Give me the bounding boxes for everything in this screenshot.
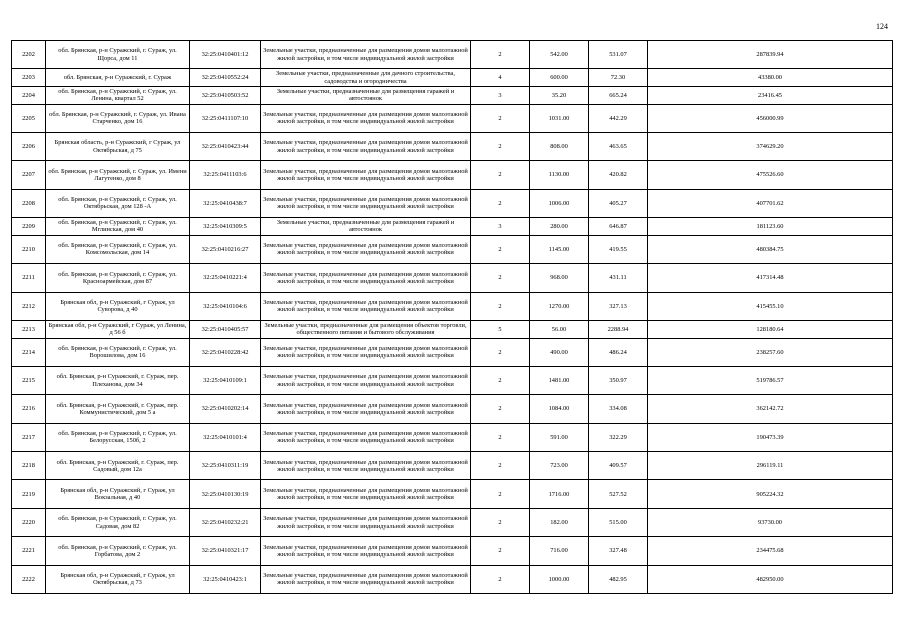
address-cell: обл. Брянская, р-н Суражский, г. Сураж, ул. Мглинская, дом 40 — [46, 218, 190, 236]
address-cell: обл. Брянская, р-н Суражский, г. Сураж, ул. Садовая, дом 82 — [46, 508, 190, 536]
cadastral-value-per-unit-cell: 350.97 — [589, 366, 648, 394]
table-row — [12, 537, 893, 565]
address-cell: обл. Брянская, р-н Суражский, г. Сураж, ул. Горбатова, дом 2 — [46, 537, 190, 565]
cadastral-number-cell: 32:25:0410130:19 — [190, 480, 261, 508]
cadastral-number-cell: 32:25:0410221:4 — [190, 264, 261, 292]
area-cell: 1006.00 — [530, 189, 589, 217]
area-cell: 1145.00 — [530, 235, 589, 263]
cadastral-value-per-unit-cell: 405.27 — [589, 189, 648, 217]
row-number-cell: 2214 — [12, 338, 46, 366]
address-cell: обл. Брянская, р-н Суражский, г. Сураж, пер. Плеханова, дом 34 — [46, 366, 190, 394]
land-use-cell: Земельные участки, предназначенные для размещения домов малоэтажной жилой застройки, в том числе индивидуальной жилой застройки — [261, 189, 471, 217]
cadastral-value-per-unit-cell: 531.07 — [589, 41, 648, 69]
land-registry-table — [11, 40, 893, 594]
cadastral-value-total-cell: 128180.64 — [648, 320, 893, 338]
land-use-cell: Земельные участки, предназначенные для размещения гаражей и автостоянок — [261, 218, 471, 236]
table-row — [12, 86, 893, 104]
table-row — [12, 423, 893, 451]
table-row — [12, 41, 893, 69]
address-cell: Брянская область, р-н Суражский, г Сураж, ул Октябрьская, д 75 — [46, 132, 190, 160]
land-use-cell: Земельные участки, предназначенные для размещения домов малоэтажной жилой застройки, в том числе индивидуальной жилой застройки — [261, 104, 471, 132]
address-cell: Брянская обл, р-н Суражский, г Сураж, ул Суворова, д 40 — [46, 292, 190, 320]
area-cell: 490.00 — [530, 338, 589, 366]
use-group-cell: 2 — [471, 104, 530, 132]
land-use-cell: Земельные участки, предназначенные для размещения домов малоэтажной жилой застройки, в том числе индивидуальной жилой застройки — [261, 508, 471, 536]
cadastral-number-cell: 32:25:0410438:7 — [190, 189, 261, 217]
cadastral-value-per-unit-cell: 482.95 — [589, 565, 648, 593]
use-group-cell: 2 — [471, 161, 530, 189]
cadastral-value-per-unit-cell: 486.24 — [589, 338, 648, 366]
cadastral-value-total-cell: 482950.00 — [648, 565, 893, 593]
address-cell: обл. Брянская, р-н Суражский, г. Сураж, ул. Комсомольская, дом 14 — [46, 235, 190, 263]
cadastral-value-per-unit-cell: 463.65 — [589, 132, 648, 160]
table-row — [12, 452, 893, 480]
use-group-cell: 2 — [471, 235, 530, 263]
cadastral-value-total-cell: 905224.32 — [648, 480, 893, 508]
address-cell: обл. Брянская, р-н Суражский, г. Сураж, ул. Щорса, дом 11 — [46, 41, 190, 69]
table-row — [12, 264, 893, 292]
address-cell: обл. Брянская, р-н Суражский, г. Сураж, пер. Садовый, дом 12а — [46, 452, 190, 480]
area-cell: 182.00 — [530, 508, 589, 536]
land-use-cell: Земельные участки, предназначенные для размещения домов малоэтажной жилой застройки, в том числе индивидуальной жилой застройки — [261, 395, 471, 423]
cadastral-number-cell: 32:25:0410321:17 — [190, 537, 261, 565]
table-row — [12, 69, 893, 87]
row-number-cell: 2208 — [12, 189, 46, 217]
row-number-cell: 2202 — [12, 41, 46, 69]
cadastral-number-cell: 32:25:0410216:27 — [190, 235, 261, 263]
table-row — [12, 565, 893, 593]
row-number-cell: 2220 — [12, 508, 46, 536]
use-group-cell: 2 — [471, 132, 530, 160]
cadastral-value-per-unit-cell: 327.13 — [589, 292, 648, 320]
use-group-cell: 2 — [471, 366, 530, 394]
table-row — [12, 338, 893, 366]
area-cell: 1481.00 — [530, 366, 589, 394]
area-cell: 808.00 — [530, 132, 589, 160]
area-cell: 56.00 — [530, 320, 589, 338]
cadastral-number-cell: 32:25:0410423:1 — [190, 565, 261, 593]
cadastral-value-total-cell: 43380.00 — [648, 69, 893, 87]
cadastral-number-cell: 32:25:0410552:24 — [190, 69, 261, 87]
address-cell: обл. Брянская, р-н Суражский, г. Сураж, ул. Ивана Старченко, дом 16 — [46, 104, 190, 132]
cadastral-value-total-cell: 23416.45 — [648, 86, 893, 104]
cadastral-number-cell: 32:25:0410228:42 — [190, 338, 261, 366]
cadastral-value-per-unit-cell: 646.87 — [589, 218, 648, 236]
use-group-cell: 3 — [471, 86, 530, 104]
address-cell: обл. Брянская, р-н Суражский, г. Сураж, пер. Коммунистический, дом 5 а — [46, 395, 190, 423]
area-cell: 1000.00 — [530, 565, 589, 593]
table-row — [12, 218, 893, 236]
land-use-cell: Земельные участки, предназначенные для размещения домов малоэтажной жилой застройки, в том числе индивидуальной жилой застройки — [261, 264, 471, 292]
cadastral-value-total-cell: 296119.11 — [648, 452, 893, 480]
cadastral-number-cell: 32:25:0410503:52 — [190, 86, 261, 104]
row-number-cell: 2206 — [12, 132, 46, 160]
use-group-cell: 2 — [471, 338, 530, 366]
address-cell: Брянская обл, р-н Суражский, г Сураж, ул Вокзальная, д 40 — [46, 480, 190, 508]
address-cell: обл. Брянская, р-н Суражский, г. Сураж — [46, 69, 190, 87]
row-number-cell: 2203 — [12, 69, 46, 87]
table-row — [12, 292, 893, 320]
use-group-cell: 2 — [471, 264, 530, 292]
cadastral-value-total-cell: 519786.57 — [648, 366, 893, 394]
cadastral-value-per-unit-cell: 72.30 — [589, 69, 648, 87]
area-cell: 716.00 — [530, 537, 589, 565]
land-use-cell: Земельные участки, предназначенные для размещения гаражей и автостоянок — [261, 86, 471, 104]
cadastral-value-per-unit-cell: 527.52 — [589, 480, 648, 508]
cadastral-number-cell: 32:25:0410311:19 — [190, 452, 261, 480]
cadastral-number-cell: 32:25:0411107:10 — [190, 104, 261, 132]
cadastral-number-cell: 32:25:0410101:4 — [190, 423, 261, 451]
cadastral-value-total-cell: 480384.75 — [648, 235, 893, 263]
use-group-cell: 2 — [471, 395, 530, 423]
cadastral-value-total-cell: 287839.94 — [648, 41, 893, 69]
land-use-cell: Земельные участки, предназначенные для размещения домов малоэтажной жилой застройки, в том числе индивидуальной жилой застройки — [261, 366, 471, 394]
cadastral-value-per-unit-cell: 2288.94 — [589, 320, 648, 338]
use-group-cell: 2 — [471, 537, 530, 565]
area-cell: 1031.00 — [530, 104, 589, 132]
area-cell: 35.20 — [530, 86, 589, 104]
address-cell: Брянская обл, р-н Суражский, г Сураж, ул Ленина, д 56 б — [46, 320, 190, 338]
cadastral-value-total-cell: 238257.60 — [648, 338, 893, 366]
area-cell: 723.00 — [530, 452, 589, 480]
use-group-cell: 2 — [471, 565, 530, 593]
table-row — [12, 161, 893, 189]
table-row — [12, 189, 893, 217]
address-cell: обл. Брянская, р-н Суражский, г. Сураж, ул. Красноармейская, дом 87 — [46, 264, 190, 292]
area-cell: 591.00 — [530, 423, 589, 451]
table-row — [12, 480, 893, 508]
land-use-cell: Земельные участки, предназначенные для размещения домов малоэтажной жилой застройки, в том числе индивидуальной жилой застройки — [261, 132, 471, 160]
cadastral-value-per-unit-cell: 431.11 — [589, 264, 648, 292]
row-number-cell: 2217 — [12, 423, 46, 451]
area-cell: 1716.00 — [530, 480, 589, 508]
cadastral-value-per-unit-cell: 515.00 — [589, 508, 648, 536]
cadastral-number-cell: 32:25:0410405:57 — [190, 320, 261, 338]
use-group-cell: 2 — [471, 452, 530, 480]
land-use-cell: Земельные участки, предназначенные для размещения домов малоэтажной жилой застройки, в том числе индивидуальной жилой застройки — [261, 235, 471, 263]
use-group-cell: 2 — [471, 508, 530, 536]
land-use-cell: Земельные участки, предназначенные для размещения домов малоэтажной жилой застройки, в том числе индивидуальной жилой застройки — [261, 452, 471, 480]
cadastral-value-total-cell: 190473.39 — [648, 423, 893, 451]
row-number-cell: 2219 — [12, 480, 46, 508]
cadastral-value-per-unit-cell: 334.08 — [589, 395, 648, 423]
address-cell: обл. Брянская, р-н Суражский, г. Сураж, ул. Октябрьская, дом 128 -А — [46, 189, 190, 217]
use-group-cell: 2 — [471, 41, 530, 69]
cadastral-number-cell: 32:25:0410202:14 — [190, 395, 261, 423]
cadastral-value-per-unit-cell: 420.82 — [589, 161, 648, 189]
page-number: 124 — [876, 22, 888, 31]
land-use-cell: Земельные участки, предназначенные для дачного строительства, садоводства и огородничества — [261, 69, 471, 87]
table-row — [12, 320, 893, 338]
cadastral-number-cell: 32:25:0410423:44 — [190, 132, 261, 160]
row-number-cell: 2209 — [12, 218, 46, 236]
row-number-cell: 2213 — [12, 320, 46, 338]
use-group-cell: 5 — [471, 320, 530, 338]
area-cell: 542.00 — [530, 41, 589, 69]
land-use-cell: Земельные участки, предназначенные для размещения домов малоэтажной жилой застройки, в том числе индивидуальной жилой застройки — [261, 338, 471, 366]
cadastral-value-total-cell: 374629.20 — [648, 132, 893, 160]
use-group-cell: 3 — [471, 218, 530, 236]
row-number-cell: 2221 — [12, 537, 46, 565]
use-group-cell: 2 — [471, 480, 530, 508]
land-use-cell: Земельные участки, предназначенные для размещения домов малоэтажной жилой застройки, в том числе индивидуальной жилой застройки — [261, 565, 471, 593]
cadastral-value-total-cell: 362142.72 — [648, 395, 893, 423]
cadastral-value-per-unit-cell: 665.24 — [589, 86, 648, 104]
cadastral-value-per-unit-cell: 322.29 — [589, 423, 648, 451]
cadastral-value-total-cell: 475526.60 — [648, 161, 893, 189]
address-cell: обл. Брянская, р-н Суражский, г. Сураж, ул. Имени Лагутенко, дом 8 — [46, 161, 190, 189]
row-number-cell: 2210 — [12, 235, 46, 263]
land-use-cell: Земельные участки, предназначенные для размещения домов малоэтажной жилой застройки, в том числе индивидуальной жилой застройки — [261, 480, 471, 508]
use-group-cell: 2 — [471, 423, 530, 451]
cadastral-value-per-unit-cell: 409.57 — [589, 452, 648, 480]
cadastral-value-total-cell: 407701.62 — [648, 189, 893, 217]
cadastral-value-total-cell: 417314.48 — [648, 264, 893, 292]
land-use-cell: Земельные участки, предназначенные для размещения домов малоэтажной жилой застройки, в том числе индивидуальной жилой застройки — [261, 423, 471, 451]
area-cell: 968.00 — [530, 264, 589, 292]
address-cell: обл. Брянская, р-н Суражский, г. Сураж, ул. Ворошилова, дом 16 — [46, 338, 190, 366]
table-row — [12, 132, 893, 160]
row-number-cell: 2218 — [12, 452, 46, 480]
cadastral-value-per-unit-cell: 327.48 — [589, 537, 648, 565]
use-group-cell: 2 — [471, 292, 530, 320]
cadastral-value-total-cell: 93730.00 — [648, 508, 893, 536]
table-row — [12, 235, 893, 263]
row-number-cell: 2207 — [12, 161, 46, 189]
table-row — [12, 366, 893, 394]
table-row — [12, 508, 893, 536]
row-number-cell: 2204 — [12, 86, 46, 104]
cadastral-value-total-cell: 234475.68 — [648, 537, 893, 565]
table-row — [12, 395, 893, 423]
row-number-cell: 2215 — [12, 366, 46, 394]
address-cell: Брянская обл, р-н Суражский, г Сураж, ул Октябрьская, д 73 — [46, 565, 190, 593]
use-group-cell: 4 — [471, 69, 530, 87]
cadastral-number-cell: 32:25:0410232:21 — [190, 508, 261, 536]
area-cell: 1270.00 — [530, 292, 589, 320]
row-number-cell: 2205 — [12, 104, 46, 132]
land-use-cell: Земельные участки, предназначенные для размещения домов малоэтажной жилой застройки, в том числе индивидуальной жилой застройки — [261, 161, 471, 189]
land-use-cell: Земельные участки, предназначенные для размещения домов малоэтажной жилой застройки, в том числе индивидуальной жилой застройки — [261, 537, 471, 565]
cadastral-value-total-cell: 415455.10 — [648, 292, 893, 320]
table-row — [12, 104, 893, 132]
area-cell: 1084.00 — [530, 395, 589, 423]
cadastral-value-total-cell: 456000.99 — [648, 104, 893, 132]
land-use-cell: Земельные участки, предназначенные для размещения объектов торговли, общественного питания и бытового обслуживания — [261, 320, 471, 338]
address-cell: обл. Брянская, р-н Суражский, г. Сураж, ул. Ленина, квартал 52 — [46, 86, 190, 104]
cadastral-value-per-unit-cell: 442.29 — [589, 104, 648, 132]
cadastral-number-cell: 32:25:0410309:5 — [190, 218, 261, 236]
land-use-cell: Земельные участки, предназначенные для размещения домов малоэтажной жилой застройки, в том числе индивидуальной жилой застройки — [261, 292, 471, 320]
cadastral-number-cell: 32:25:0411103:6 — [190, 161, 261, 189]
cadastral-value-total-cell: 181123.60 — [648, 218, 893, 236]
cadastral-value-per-unit-cell: 419.55 — [589, 235, 648, 263]
row-number-cell: 2212 — [12, 292, 46, 320]
cadastral-number-cell: 32:25:0410104:6 — [190, 292, 261, 320]
cadastral-number-cell: 32:25:0410401:12 — [190, 41, 261, 69]
area-cell: 1130.00 — [530, 161, 589, 189]
land-use-cell: Земельные участки, предназначенные для размещения домов малоэтажной жилой застройки, в том числе индивидуальной жилой застройки — [261, 41, 471, 69]
row-number-cell: 2216 — [12, 395, 46, 423]
area-cell: 600.00 — [530, 69, 589, 87]
area-cell: 280.00 — [530, 218, 589, 236]
row-number-cell: 2211 — [12, 264, 46, 292]
row-number-cell: 2222 — [12, 565, 46, 593]
cadastral-number-cell: 32:25:0410109:1 — [190, 366, 261, 394]
use-group-cell: 2 — [471, 189, 530, 217]
address-cell: обл. Брянская, р-н Суражский, г. Сураж, ул. Белорусская, 150б, 2 — [46, 423, 190, 451]
